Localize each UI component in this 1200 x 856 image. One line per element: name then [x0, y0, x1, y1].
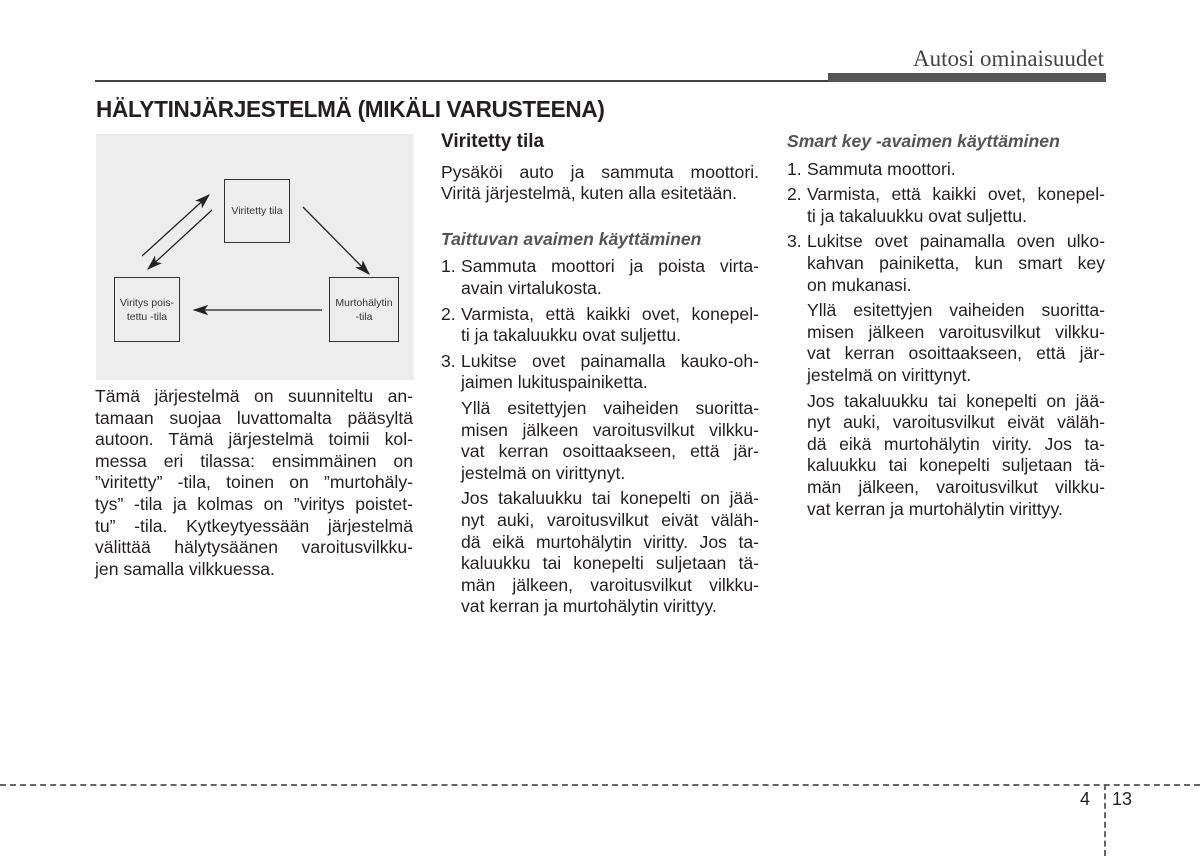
paragraph — [441, 398, 759, 484]
text-line: Yllä esitettyjen vaiheiden suoritta- — [807, 300, 1105, 321]
text-line: män jälkeen, varoitusvilkut vilkku- — [461, 574, 759, 595]
page-number: 13 — [1112, 789, 1133, 809]
list-number: 3. — [441, 350, 456, 371]
text-line: Varmista, että kaikki ovet, konepel- — [461, 303, 759, 324]
column-armed-mode — [441, 131, 759, 622]
text-line: on mukanasi. — [807, 274, 912, 295]
header-rule — [95, 80, 830, 82]
chapter-number: 4 — [1080, 789, 1091, 809]
subsection-heading: Taittuvan avaimen käyttäminen — [441, 228, 702, 249]
text-line: ti ja takaluukku ovat suljettu. — [807, 205, 1028, 226]
page-title: HÄLYTINJÄRJESTELMÄ (MIKÄLI VARUSTEENA) — [96, 96, 605, 122]
text-line: Jos takaluukku tai konepelti on jää- — [461, 488, 759, 509]
list-number: 2. — [441, 303, 456, 324]
text-line: Sammuta moottori. — [807, 158, 956, 179]
text-line: misen jälkeen varoitusvilkut vilkku- — [461, 419, 759, 440]
text-line: Viritä järjestelmä, kuten alla esitetään. — [441, 183, 737, 204]
list-number: 1. — [441, 256, 456, 277]
text-line: autoon. Tämä järjestelmä toimii kol- — [95, 429, 413, 450]
text-line: Lukitse ovet painamalla kauko-oh- — [461, 350, 759, 371]
list-number: 1. — [787, 158, 802, 179]
text-line: Pysäköi auto ja sammuta moottori. — [441, 161, 759, 182]
state-disarmed-line: Viritys pois- — [119, 296, 175, 309]
list-item — [787, 231, 1105, 296]
text-line: nyt auki, varoitusvilkut eivät väläh- — [807, 412, 1105, 433]
column-smart-key — [787, 131, 1105, 524]
text-line: Varmista, että kaikki ovet, konepel- — [807, 184, 1105, 205]
list-item — [441, 351, 759, 394]
text-line: vat kerran ja murtohälytin virittyy. — [807, 498, 1063, 519]
paragraph — [441, 162, 759, 205]
list-item — [441, 304, 759, 347]
header-bar — [828, 73, 1106, 82]
text-line: Tämä järjestelmä on suunniteltu an- — [95, 386, 413, 406]
text-line: kahvan painiketta, kun smart key — [807, 252, 1105, 273]
list-item-text — [807, 184, 1105, 227]
text-line: jestelmä on virittynyt. — [807, 364, 972, 385]
list-number: 2. — [787, 184, 802, 205]
paragraph — [95, 386, 413, 580]
text-line: män jälkeen, varoitusvilkut vilkku- — [807, 476, 1105, 497]
state-alarm-line: -tila — [355, 310, 373, 323]
state-disarmed — [114, 277, 180, 342]
list-item-text — [461, 256, 759, 299]
text-line: kaluukku tai konepelti suljetaan tä- — [807, 455, 1105, 476]
text-line: ti ja takaluukku ovat suljettu. — [461, 325, 682, 346]
text-line: vat kerran osoittaakseen, että jär- — [461, 441, 759, 462]
column-intro — [95, 386, 413, 584]
state-armed-label: Viritetty tila — [231, 205, 283, 217]
diagram-arrows — [96, 134, 414, 380]
text-line: avain virtalukosta. — [461, 277, 602, 298]
text-line: dä eikä murtohälytin virity. Jos ta- — [807, 433, 1105, 454]
list-item-text — [807, 231, 1105, 296]
paragraph — [787, 391, 1105, 521]
text-line: jestelmä on virittynyt. — [461, 462, 626, 483]
text-line: Yllä esitettyjen vaiheiden suoritta- — [461, 397, 759, 418]
subsection-heading: Smart key -avaimen käyttäminen — [787, 131, 1060, 151]
state-armed — [224, 179, 290, 243]
text-line: dä eikä murtohälytin viritty. Jos ta- — [461, 531, 759, 552]
text-line: nyt auki, varoitusvilkut eivät väläh- — [461, 509, 759, 530]
footer-divider — [1104, 784, 1106, 856]
list-item — [441, 256, 759, 299]
text-line: vat kerran ja murtohälytin virittyy. — [461, 596, 717, 617]
text-line: jaimen lukituspainiketta. — [461, 372, 648, 393]
state-alarm-label — [335, 296, 392, 324]
text-line: tu” -tila. Kytkeytyessään järjestelmä — [95, 515, 413, 536]
text-line: vat kerran osoittaakseen, että jär- — [807, 343, 1105, 364]
paragraph — [441, 488, 759, 618]
state-alarm — [329, 277, 399, 342]
alarm-state-diagram — [96, 134, 414, 380]
text-line: misen jälkeen varoitusvilkut vilkku- — [807, 321, 1105, 342]
text-line: Lukitse ovet painamalla oven ulko- — [807, 231, 1105, 252]
list-item-text — [461, 304, 759, 347]
arrow-disarmed-to-armed — [142, 195, 209, 256]
text-line: tamaan suojaa luvattomalta pääsyltä — [95, 407, 413, 428]
section-header: Autosi ominaisuudet — [912, 46, 1104, 71]
text-line: tys” -tila ja kolmas on ”viritys poistet- — [95, 493, 413, 514]
text-line: messa eri tilassa: ensimmäinen on — [95, 450, 413, 471]
list-item — [787, 159, 1105, 181]
list-number: 3. — [787, 231, 802, 252]
footer-rule — [0, 784, 1200, 786]
text-line: ”viritetty” -tila, toinen on ”murtohäly- — [95, 472, 413, 493]
section-heading: Viritetty tila — [441, 131, 545, 152]
text-line: Jos takaluukku tai konepelti on jää- — [807, 390, 1105, 411]
arrow-armed-to-disarmed — [148, 210, 212, 269]
state-disarmed-label — [120, 296, 174, 324]
list-item-text — [461, 351, 759, 394]
list-item-text — [807, 159, 1105, 181]
text-line: Sammuta moottori ja poista virta- — [461, 256, 759, 277]
arrow-armed-to-alarm — [303, 207, 369, 274]
state-disarmed-line: tettu -tila — [126, 310, 168, 323]
list-item — [787, 184, 1105, 227]
text-line: kaluukku tai konepelti suljetaan tä- — [461, 553, 759, 574]
state-alarm-line: Murtohälytin — [335, 296, 393, 309]
spacer — [441, 209, 759, 229]
text-line: välittää hälytysäänen varoitusvilkku- — [95, 537, 413, 558]
paragraph — [787, 300, 1105, 386]
text-line: jen samalla vilkkuessa. — [95, 558, 275, 579]
